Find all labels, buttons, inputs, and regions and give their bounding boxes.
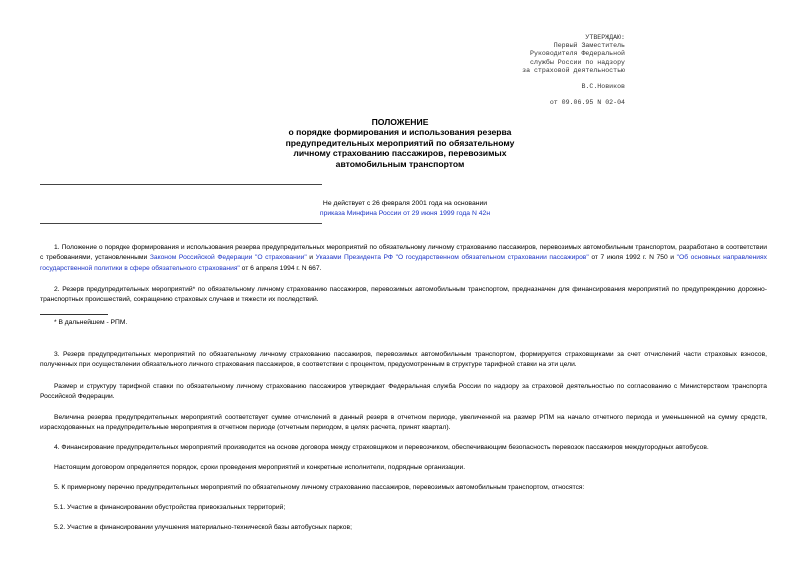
- paragraph-4: [40, 382, 767, 403]
- paragraph-2-text: 2. Резерв предупредительных мероприятий* по обязательному личному страхованию пассажиров, перевозимых автомобильным транспортом, предназначен для финансирования мероприятий по предупреждению дорожно-транспортных происшествий, сокращению страховых случаев и тяжести их последствий.: [40, 286, 767, 304]
- paragraph-3: [40, 350, 767, 371]
- paragraph-10: [40, 523, 767, 533]
- paragraph-10-text: 5.2. Участие в финансировании улучшения материально-технической базы автобусных парков;: [54, 524, 352, 531]
- state-policy-decree-link[interactable]: "Об основных направлениях государственной политики в сфере обязательного страхования": [40, 254, 767, 272]
- footnote-divider: [40, 314, 108, 315]
- repeal-order-link[interactable]: приказа Минфина России от 29 июня 1999 года N 42н: [319, 210, 491, 217]
- p1-text-d: от 6 апреля 1994 г. N 667.: [241, 264, 322, 272]
- approval-line: Первый Заместитель: [553, 42, 625, 50]
- insurance-law-link[interactable]: Законом Российской Федерации "О страховании": [149, 254, 307, 262]
- paragraph-7: [40, 463, 767, 473]
- title-line: о порядке формирования и использования резерва: [288, 127, 512, 138]
- p1-text-b: и: [309, 254, 314, 262]
- paragraph-1: [40, 243, 767, 274]
- paragraph-9: [40, 503, 767, 513]
- paragraph-6: [40, 443, 767, 453]
- approval-stamp: [480, 34, 625, 107]
- divider-top: [40, 184, 322, 185]
- approval-line: службы России по надзору: [530, 58, 625, 66]
- paragraph-2: [40, 285, 767, 306]
- paragraph-8: [40, 483, 767, 493]
- validity-notice: [300, 199, 510, 219]
- paragraph-5-text: Величина резерва предупредительных мероприятий соответствует сумме отчислений в данный резерв в отчетном периоде, увеличенной на размер РПМ на начало отчетного периода и уменьшенной на сумму средств, израсходованных на предупредительные мероприятия в отчетном периоде (отчетным периодом, в целях расчета, принят квартал).: [40, 414, 767, 432]
- title-heading: ПОЛОЖЕНИЕ: [371, 117, 429, 127]
- paragraph-5: [40, 413, 767, 434]
- divider-bottom: [40, 223, 322, 224]
- notice-text: Не действует с 26 февраля 2001 года на основании: [322, 200, 488, 207]
- presidential-decree-link[interactable]: Указами Президента РФ "О государственном обязательном страховании пассажиров": [315, 254, 589, 262]
- p1-text-c: от 7 июля 1992 г. N 750 и: [591, 254, 675, 262]
- document-title: [250, 117, 550, 169]
- title-line: предупредительных мероприятий по обязательному: [285, 137, 515, 148]
- approval-line: Руководителя Федеральной: [530, 50, 625, 58]
- paragraph-7-text: Настоящим договором определяется порядок, сроки проведения мероприятий и конкретные исполнители, подрядные организации.: [54, 464, 466, 471]
- paragraph-8-text: 5. К примерному перечню предупредительных мероприятий по обязательному личному страхованию пассажиров, перевозимых автомобильным транспортом, относятся:: [54, 484, 585, 491]
- footnote: [40, 318, 767, 328]
- title-line: автомобильным транспортом: [335, 158, 465, 169]
- paragraph-3-text: 3. Резерв предупредительных мероприятий по обязательному личному страхованию пассажиров, перевозимых автомобильным транспортом, формируется страховщиками за счет отчислений части страховых взносов, полученных при осуществлении обязательного личного страхования пассажиров, в соответствии с процентом, предусмотренным в структуре тарифной ставки на эти цели.: [40, 351, 767, 369]
- paragraph-6-text: 4. Финансирование предупредительных мероприятий производится на основе договора между страховщиком и перевозчиком, обеспечивающим безопасность перевозок пассажиров междугородных автобусов.: [54, 444, 709, 451]
- approval-signer: В.С.Новиков: [581, 83, 625, 91]
- footnote-text: * В дальнейшем - РПМ.: [54, 319, 128, 326]
- paragraph-9-text: 5.1. Участие в финансировании обустройства привокзальных территорий;: [54, 504, 286, 511]
- paragraph-4-text: Размер и структуру тарифной ставки по обязательному личному страхованию пассажиров утверждает Федеральная служба России по надзору за страховой деятельностью по согласованию с Министерством транспорта Российской Федерации.: [40, 383, 767, 401]
- p1-text-a: 1. Положение о порядке формирования и использования резерва предупредительных мероприятий по обязательному личному страхованию пассажиров, перевозимых автомобильным транспортом, разработано в соответствии с требованиями, установленными: [40, 244, 767, 262]
- approval-line: УТВЕРЖДАЮ:: [585, 34, 625, 41]
- approval-date-number: от 09.06.95 N 02-04: [549, 99, 625, 107]
- approval-line: за страховой деятельностью: [522, 66, 625, 74]
- title-line: личному страхованию пассажиров, перевозимых: [293, 148, 507, 159]
